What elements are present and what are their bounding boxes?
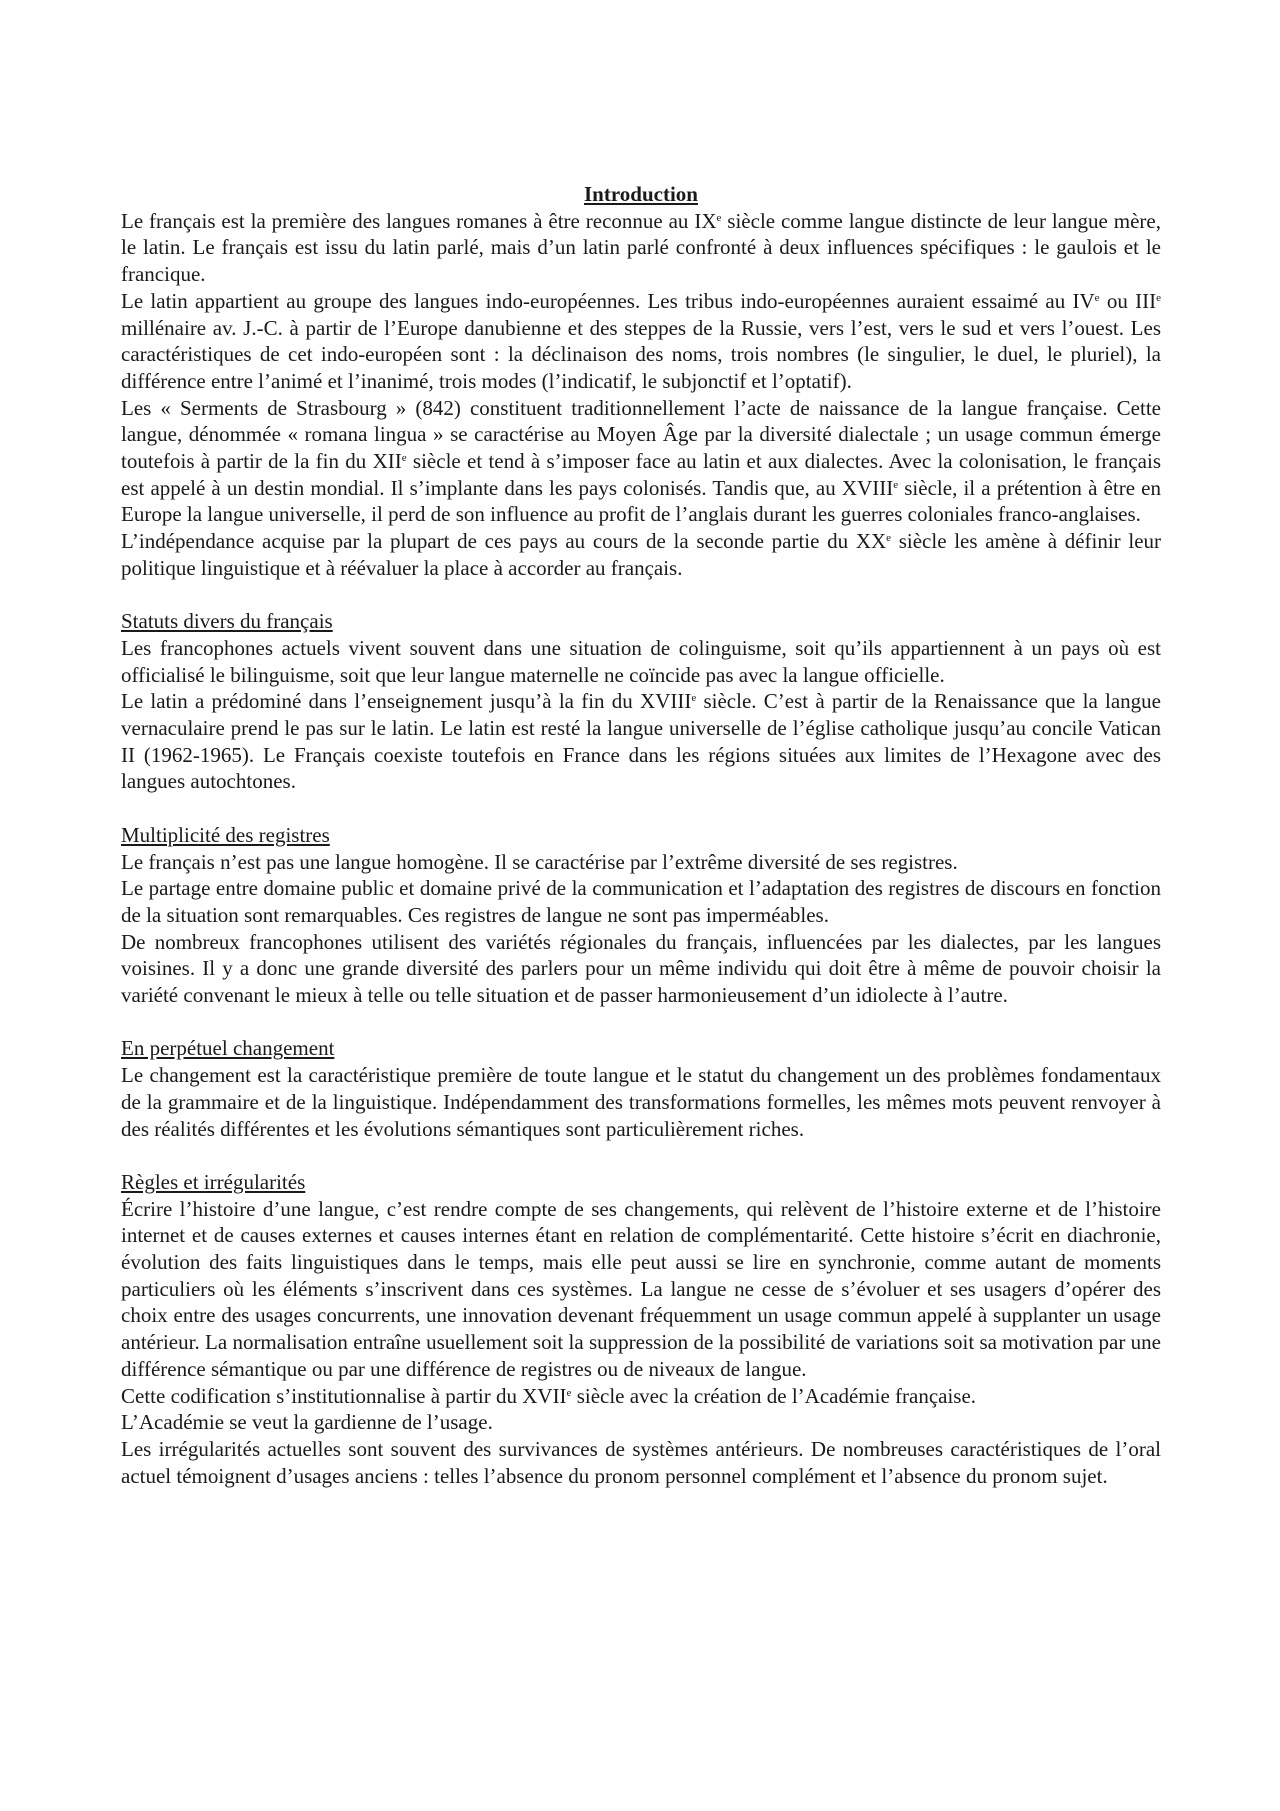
paragraph: Le français est la première des langues romanes à être reconnue au IXe siècle comme langue distincte de leur langue mère, le latin. Le français est issu du latin parlé, mais d’un latin parlé confronté à deux influences spécifiques : le gaulois et le francique.	[121, 208, 1161, 287]
section-spacer	[121, 795, 1161, 822]
document-body	[121, 208, 1161, 1490]
section-heading: Multiplicité des registres	[121, 822, 330, 847]
document-page	[121, 181, 1161, 1489]
paragraph: Les « Serments de Strasbourg » (842) constituent traditionnellement l’acte de naissance de la langue française. Cette langue, dénommée « romana lingua » se caractérise au Moyen Âge par la diversité dialectale ; un usage commun émerge toutefois à partir de la fin du XIIe siècle et tend à s’imposer face au latin et aux dialectes. Avec la colonisation, le français est appelé à un destin mondial. Il s’implante dans les pays colonisés. Tandis que, au XVIIIe siècle, il a prétention à être en Europe la langue universelle, il perd de son influence au profit de l’anglais durant les guerres coloniales franco-anglaises.	[121, 395, 1161, 527]
section-spacer	[121, 582, 1161, 609]
paragraph: Le partage entre domaine public et domaine privé de la communication et l’adaptation des registres de discours en fonction de la situation sont remarquables. Ces registres de langue ne sont pas imperméables.	[121, 876, 1161, 927]
paragraph: Les francophones actuels vivent souvent dans une situation de colinguisme, soit qu’ils appartiennent à un pays où est officialisé le bilinguisme, soit que leur langue maternelle ne coïncide pas avec la langue officielle.	[121, 635, 1161, 687]
paragraph: Le latin appartient au groupe des langues indo-européennes. Les tribus indo-européennes auraient essaimé au IVe ou IIIe millénaire av. J.-C. à partir de l’Europe danubienne et des steppes de la Russie, vers l’est, vers le sud et vers l’ouest. Les caractéristiques de cet indo-européen sont : la déclinaison des noms, trois nombres (le singulier, le duel, le pluriel), la différence entre l’animé et l’inanimé, trois modes (l’indicatif, le subjonctif et l’optatif).	[121, 288, 1161, 393]
section-spacer	[121, 1009, 1161, 1036]
paragraph: De nombreux francophones utilisent des variétés régionales du français, influencées par les dialectes, par les langues voisines. Il y a donc une grande diversité des parlers pour un même individu qui doit être à même de pouvoir choisir la variété convenant le mieux à telle ou telle situation et de passer harmonieusement d’un idiolecte à l’autre.	[121, 929, 1161, 1008]
paragraph: Le changement est la caractéristique première de toute langue et le statut du changement un des problèmes fondamentaux de la grammaire et de la linguistique. Indépendamment des transformations formelles, les mêmes mots peuvent renvoyer à des réalités différentes et les évolutions sémantiques sont particulièrement riches.	[121, 1063, 1161, 1141]
paragraph: L’indépendance acquise par la plupart de ces pays au cours de la seconde partie du XXe siècle les amène à définir leur politique linguistique et à réévaluer la place à accorder au français.	[121, 529, 1162, 580]
paragraph: L’Académie se veut la gardienne de l’usage.	[121, 1410, 493, 1435]
section-spacer	[121, 1142, 1161, 1169]
section-heading: Statuts divers du français	[121, 609, 333, 634]
section-heading: Règles et irrégularités	[121, 1169, 306, 1194]
paragraph: Cette codification s’institutionnalise à partir du XVIIe siècle avec la création de l’Académie française.	[121, 1383, 977, 1408]
paragraph: Le français n’est pas une langue homogène. Il se caractérise par l’extrême diversité de ses registres.	[121, 849, 958, 874]
paragraph: Le latin a prédominé dans l’enseignement jusqu’à la fin du XVIIIe siècle. C’est à partir de la Renaissance que la langue vernaculaire prend le pas sur le latin. Le latin est resté la langue universelle de l’église catholique jusqu’au concile Vatican II (1962-1965). Le Français coexiste toutefois en France dans les régions situées aux limites de l’Hexagone avec des langues autochtones.	[121, 689, 1161, 794]
section-heading: En perpétuel changement	[121, 1036, 335, 1061]
paragraph: Les irrégularités actuelles sont souvent des survivances de systèmes antérieurs. De nombreuses caractéristiques de l’oral actuel témoignent d’usages anciens : telles l’absence du pronom personnel complément et l’absence du pronom sujet.	[121, 1436, 1161, 1488]
paragraph: Écrire l’histoire d’une langue, c’est rendre compte de ses changements, qui relèvent de l’histoire externe et de l’histoire internet et de causes externes et causes internes étant en relation de complémentarité. Cette histoire s’écrit en diachronie, évolution des faits linguistiques dans le temps, mais elle peut aussi se lire en synchronie, comme autant de moments particuliers où les éléments s’inscrivent dans ces systèmes. La langue ne cesse de s’évoluer et ses usagers d’opérer des choix entre des usages concurrents, une innovation devenant fréquemment un usage commun appelé à supplanter un usage antérieur. La normalisation entraîne usuellement soit la suppression de la possibilité de variations soit sa motivation par une différence sémantique ou par une différence de registres ou de niveaux de langue.	[121, 1196, 1161, 1381]
document-title: Introduction	[584, 182, 698, 206]
